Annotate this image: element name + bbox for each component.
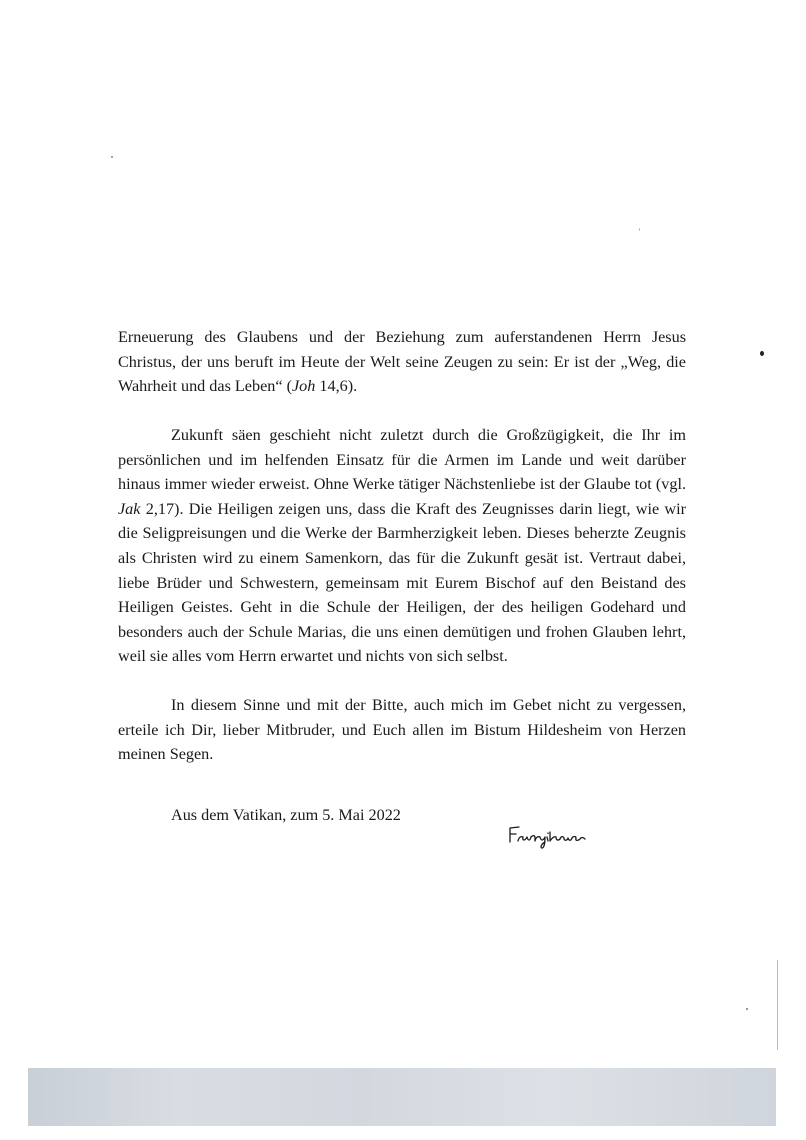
scan-speck — [111, 156, 113, 158]
paragraph-2-citation-book: Jak — [118, 499, 141, 518]
scan-footer-band — [28, 1068, 776, 1126]
paragraph-1-text: Erneuerung des Glaubens und der Beziehung zum auferstandenen Herrn Jesus Christus, der uns beruft im Heute der Welt seine Zeugen zu sein: Er ist der „Weg, die Wahrheit und das Leben“ ( — [118, 328, 686, 396]
paragraph-1 — [118, 325, 686, 399]
paragraph-2-text-after: 2,17). Die Heiligen zeigen uns, dass die Kraft des Zeugnisses darin liegt, wie wir die Seligpreisungen und die Werke der Barmherzigkeit leben. Dieses beherzte Zeugnis als Christen wird zu einem Samenkorn, das für die Zukunft gesät ist. Vertraut dabei, liebe Brüder und Schwestern, gemeinsam mit Eurem Bischof auf den Beistand des Heiligen Geistes. Geht in die Schule der Heiligen, der des heiligen Godehard und besonders auch der Schule Marias, die uns einen demütigen und frohen Glauben lehrt, weil sie alles vom Herrn erwartet und nichts von sich selbst. — [118, 499, 686, 666]
paragraph-3-text: In diesem Sinne und mit der Bitte, auch mich im Gebet nicht zu vergessen, erteile ich Dir, lieber Mitbruder, und Euch allen im Bistum Hildesheim von Herzen meinen Segen. — [118, 696, 686, 764]
signature-image — [507, 822, 591, 850]
paragraph-2-text-before: Zukunft säen geschieht nicht zuletzt durch die Großzügigkeit, die Ihr im persönlichen und im helfenden Einsatz für die Armen im Lande und weit darüber hinaus immer wieder erweist. Ohne Werke tätiger Nächstenliebe ist der Glaube tot (vgl. — [118, 426, 686, 494]
scan-speck — [760, 351, 764, 356]
dateline: Aus dem Vatikan, zum 5. Mai 2022 — [171, 806, 401, 824]
paragraph-2 — [118, 423, 686, 669]
paragraph-1-citation-book: Joh — [292, 377, 316, 396]
paragraph-3 — [118, 693, 686, 767]
scan-speck — [746, 1008, 748, 1010]
scan-edge-line — [777, 960, 778, 1050]
scan-speck — [639, 228, 640, 231]
paragraph-1-citation-rest: 14,6). — [315, 377, 358, 396]
